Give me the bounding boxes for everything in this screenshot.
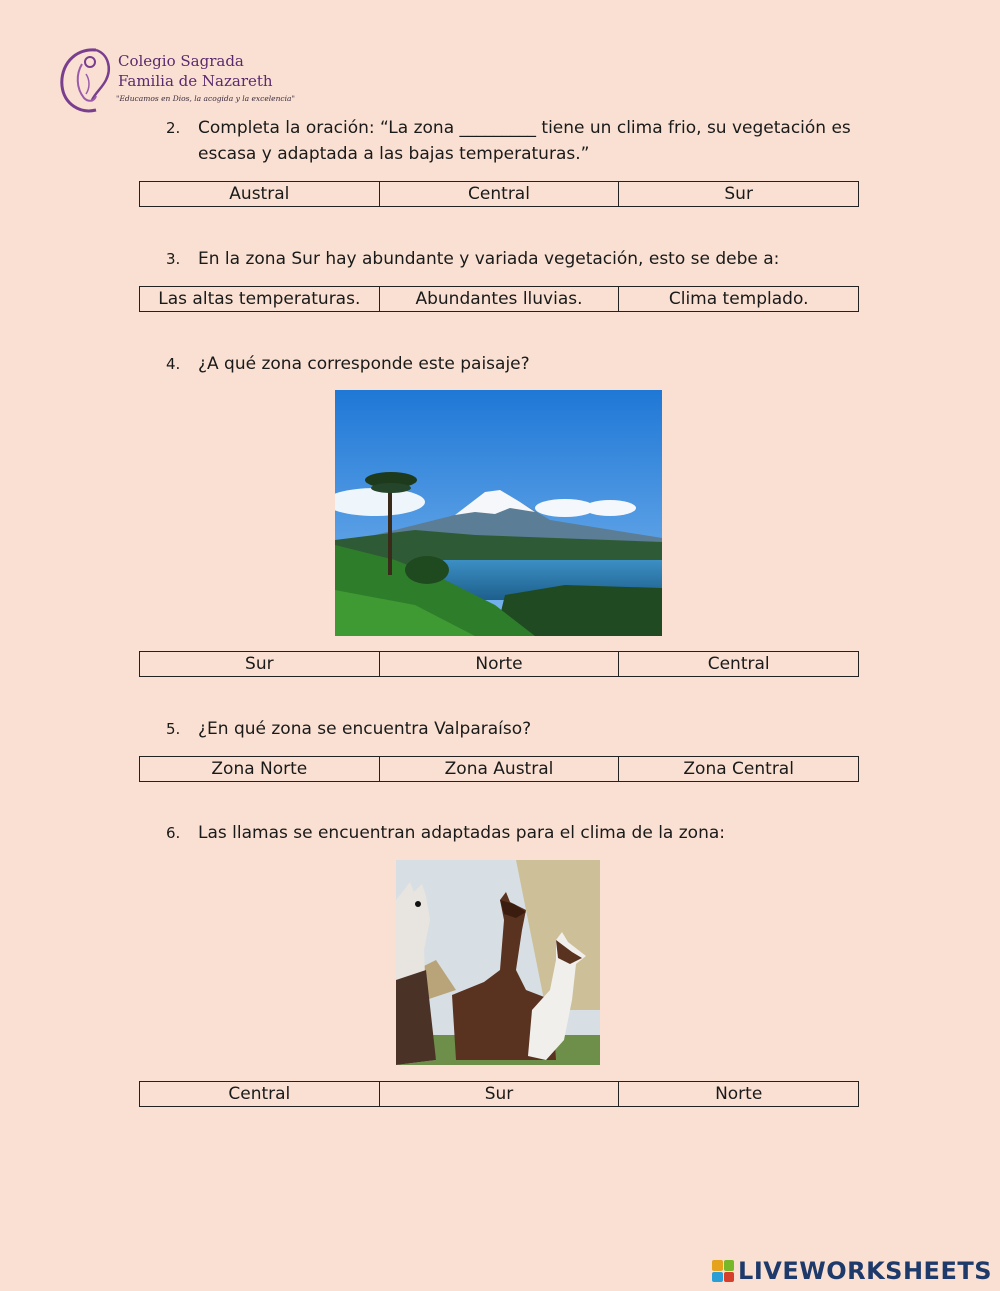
option-cell[interactable]: Sur bbox=[379, 1082, 619, 1106]
question-text: Completa la oración: “La zona _________ tiene un clima frio, su vegetación es escasa y adaptada a las bajas temperaturas.” bbox=[198, 118, 851, 164]
option-cell[interactable]: Norte bbox=[379, 652, 619, 676]
option-cell[interactable]: Sur bbox=[245, 654, 274, 674]
question-text: ¿A qué zona corresponde este paisaje? bbox=[198, 354, 530, 374]
option-cell[interactable]: Clima templado. bbox=[618, 287, 858, 311]
liveworksheets-brand[interactable] bbox=[712, 1254, 992, 1288]
options-row-q6 bbox=[139, 1081, 859, 1107]
question-text: En la zona Sur hay abundante y variada vegetación, esto se debe a: bbox=[198, 249, 780, 269]
question-number: 2. bbox=[166, 119, 181, 137]
school-emblem-icon bbox=[56, 44, 118, 116]
options-row-q5 bbox=[139, 756, 859, 782]
options-row-q4 bbox=[139, 651, 859, 677]
school-motto: "Educamos en Dios, la acogida y la excelencia" bbox=[116, 94, 295, 103]
question-text: Las llamas se encuentran adaptadas para el clima de la zona: bbox=[198, 823, 725, 843]
options-row-q2 bbox=[139, 181, 859, 207]
llamas-photo bbox=[396, 860, 600, 1065]
school-name-line2: Familia de Nazareth bbox=[118, 72, 273, 90]
option-cell[interactable]: Zona Norte bbox=[211, 759, 308, 779]
landscape-photo bbox=[335, 390, 662, 636]
brand-text: LIVEWORKSHEETS bbox=[738, 1257, 992, 1285]
liveworksheets-logo-icon bbox=[712, 1260, 734, 1282]
school-logo bbox=[56, 44, 295, 118]
option-cell[interactable]: Central bbox=[618, 652, 858, 676]
option-cell[interactable]: Abundantes lluvias. bbox=[379, 287, 619, 311]
school-name-line1: Colegio Sagrada bbox=[118, 52, 244, 70]
option-cell[interactable]: Las altas temperaturas. bbox=[158, 289, 361, 309]
question-number: 3. bbox=[166, 250, 181, 268]
question-text: ¿En qué zona se encuentra Valparaíso? bbox=[198, 719, 532, 739]
option-cell[interactable]: Central bbox=[379, 182, 619, 206]
option-cell[interactable]: Austral bbox=[229, 184, 290, 204]
option-cell[interactable]: Zona Central bbox=[618, 757, 858, 781]
question-number: 6. bbox=[166, 824, 181, 842]
option-cell[interactable]: Norte bbox=[618, 1082, 858, 1106]
question-number: 5. bbox=[166, 720, 181, 738]
options-row-q3 bbox=[139, 286, 859, 312]
option-cell[interactable]: Central bbox=[228, 1084, 291, 1104]
option-cell[interactable]: Sur bbox=[618, 182, 858, 206]
question-number: 4. bbox=[166, 355, 181, 373]
option-cell[interactable]: Zona Austral bbox=[379, 757, 619, 781]
